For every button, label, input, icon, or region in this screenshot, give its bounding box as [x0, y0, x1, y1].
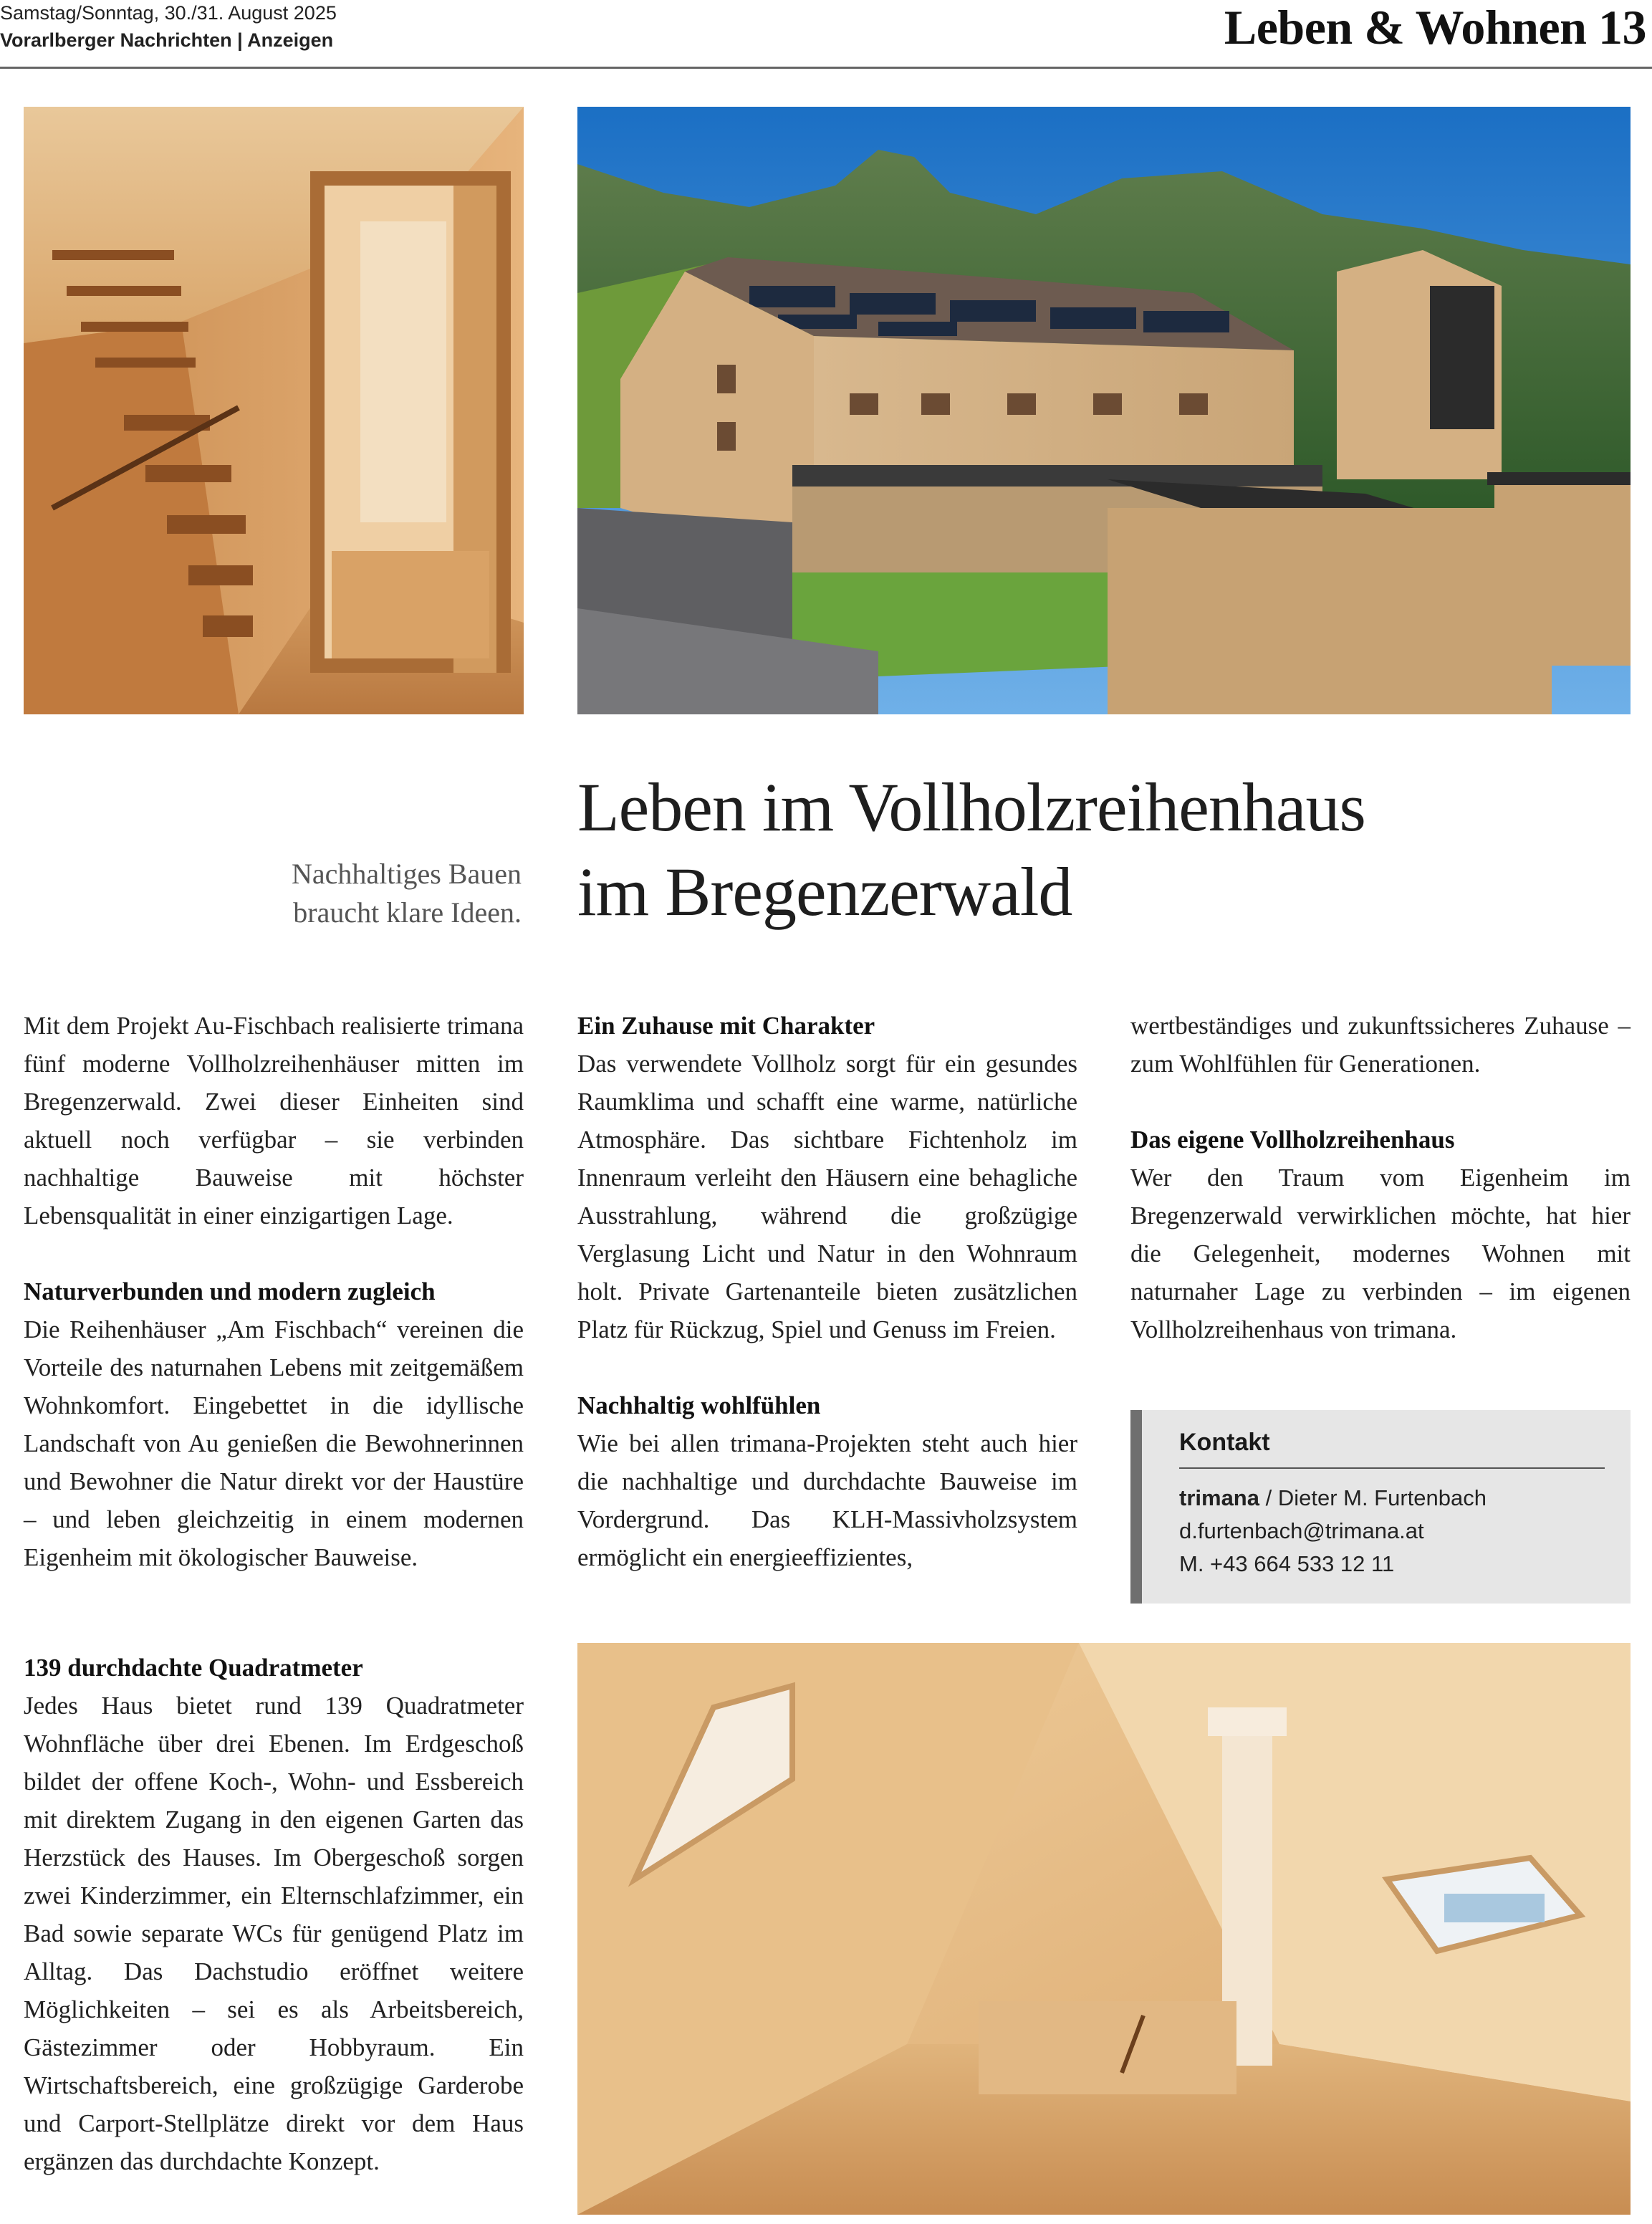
intro-paragraph: Mit dem Projekt Au-Fischbach realisierte trimana fünf moderne Vollholzreihenhäuser mitten im Bregenzerwald. Zwei dieser Einheiten sind aktuell noch verfügbar – sie verbinden nachhaltige Bauweise mit höchster Lebensqualität in einer einzigartigen Lage.	[24, 1012, 524, 1230]
article-headline	[577, 765, 1638, 934]
headline-line: Leben im Vollholzreihenhaus	[577, 769, 1365, 845]
contact-accent-bar	[1130, 1410, 1142, 1604]
kicker-line: braucht klare Ideen.	[293, 896, 522, 929]
subheading: 139 durchdachte Quadratmeter	[24, 1654, 363, 1682]
subheading: Naturverbunden und modern zugleich	[24, 1278, 436, 1305]
attic-photo	[577, 1643, 1631, 2215]
contact-phone[interactable]: M. +43 664 533 12 11	[1179, 1551, 1395, 1576]
subheading: Nachhaltig wohlfühlen	[577, 1391, 821, 1419]
article-column-1	[24, 1007, 524, 1576]
subheading: Ein Zuhause mit Charakter	[577, 1012, 875, 1040]
contact-email[interactable]: d.furtenbach@trimana.at	[1179, 1518, 1424, 1543]
publication-name: Vorarlberger Nachrichten | Anzeigen	[0, 29, 334, 51]
contact-title: Kontakt	[1179, 1429, 1270, 1456]
page-number: 13	[1598, 0, 1646, 54]
contact-name-line	[1179, 1482, 1487, 1515]
body-paragraph: Die Reihenhäuser „Am Fischbach“ vereinen die Vorteile des naturnahen Lebens mit zeitgemäßem Wohnkomfort. Eingebettet in die idyllische Landschaft von Au genießen die Bewohnerinnen und Bewohner die Natur direkt vor der Haustüre – und leben gleichzeitig in einem modernen Eigenheim mit ökologischer Bauweise.	[24, 1315, 524, 1571]
kicker	[292, 855, 522, 932]
article-column-2	[577, 1007, 1077, 1576]
subheading: Das eigene Vollholzreihenhaus	[1130, 1126, 1455, 1154]
contact-person: Dieter M. Furtenbach	[1277, 1485, 1487, 1510]
contact-divider	[1179, 1467, 1605, 1469]
body-paragraph: Das verwendete Vollholz sorgt für ein gesundes Raumklima und schafft eine warme, natürliche Atmosphäre. Das sichtbare Fichtenholz im Innenraum verleiht den Häusern eine behagliche Ausstrahlung, während die großzügige Verglasung Licht und Natur in den Wohnraum holt. Private Gartenanteile bieten zusätzlichen Platz für Rückzug, Spiel und Genuss im Freien.	[577, 1050, 1077, 1343]
header-divider	[0, 67, 1652, 69]
body-paragraph: Wer den Traum vom Eigenheim im Bregenzerwald verwirklichen möchte, hat hier die Gelegenheit, modernes Wohnen mit naturnaher Lage zu verbinden – im eigenen Vollholzreihenhaus von trimana.	[1130, 1164, 1631, 1343]
issue-date: Samstag/Sonntag, 30./31. August 2025	[0, 2, 337, 24]
section-title	[1224, 0, 1646, 57]
body-paragraph: Wie bei allen trimana-Projekten steht auch hier die nachhaltige und durchdachte Bauweise im Vordergrund. Das KLH-Massivholzsystem ermöglicht ein energieeffizientes,	[577, 1429, 1077, 1571]
contact-separator: /	[1259, 1485, 1278, 1510]
section-name: Leben & Wohnen	[1224, 0, 1587, 54]
headline-line: im Bregenzerwald	[577, 853, 1072, 930]
contact-company: trimana	[1179, 1485, 1259, 1510]
body-paragraph: Jedes Haus bietet rund 139 Quadratmeter Wohnfläche über drei Ebenen. Im Erdgeschoß bildet der offene Koch-, Wohn- und Essbereich mit direktem Zugang in den eigenen Garten das Herzstück des Hauses. Im Obergeschoß sorgen zwei Kinderzimmer, ein Elternschlafzimmer, ein Bad sowie separate WCs für genügend Platz im Alltag. Das Dachstudio eröffnet weitere Möglichkeiten – sei es als Arbeitsbereich, Gästezimmer oder Hobbyraum. Ein Wirtschaftsbereich, eine großzügige Garderobe und Carport-Stellplätze direkt vor dem Haus ergänzen das durchdachte Konzept.	[24, 1692, 524, 2175]
contact-box	[1130, 1410, 1631, 1604]
article-column-1-lower	[24, 1649, 524, 2180]
row-houses-photo	[577, 107, 1631, 714]
staircase-photo	[24, 107, 524, 714]
article-column-3	[1130, 1007, 1631, 1348]
body-paragraph: wertbeständiges und zukunftssicheres Zuhause – zum Wohlfühlen für Generationen.	[1130, 1012, 1631, 1078]
kicker-line: Nachhaltiges Bauen	[292, 858, 522, 890]
